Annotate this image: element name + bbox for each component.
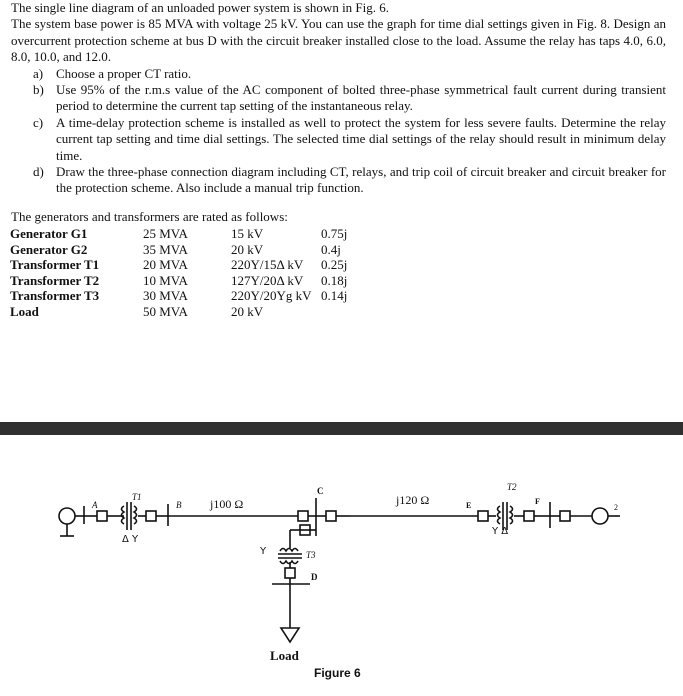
equipment-name: Transformer T1 [10,257,100,272]
load-arrow [281,628,299,642]
label-line2-impedance: j120 Ω [396,493,430,507]
generator-g1-symbol [59,508,75,524]
equipment-kv: 220Y/20Yg kV [231,288,312,303]
part-d [11,164,666,197]
breaker-a [97,511,107,521]
intro-paragraph: The system base power is 85 MVA with voltage 25 kV. You can use the graph for time dial settings given in Fig. 8. Design an overcurrent protection scheme at bus D with the circuit breaker installed close to the load. Assume the relay has taps 4.0, 6.0, 8.0, 10.0, and 12.0. [11,16,666,65]
ratings-intro: The generators and transformers are rated as follows: [11,209,288,224]
single-line-diagram [0,440,683,696]
part-c-label: c) [33,114,44,130]
breaker-c-left [298,511,308,521]
part-d-text: Draw the three-phase connection diagram including CT, relays, and trip coil of circuit breaker and circuit breaker for the protection scheme. Also include a manual trip function. [56,164,666,196]
part-a-label: a) [33,65,44,81]
equipment-kv: 220Y/15Δ kV [231,257,304,272]
label-c: C [317,486,324,496]
equipment-kv: 20 kV [231,241,264,257]
parts-list [11,66,666,197]
equipment-mva: 25 MVA [143,226,188,241]
equipment-kv: 15 kV [231,226,264,241]
t1-delta-y-mark: Δ Y [122,534,139,545]
label-t2: T2 [507,482,517,492]
equipment-mva: 35 MVA [143,241,188,257]
t2-y-delta-mark: Y Δ [492,526,509,537]
part-c-text: A time-delay protection scheme is installed as well to protect the system for less severe faults. Determine the relay current tap setting and time dial settings. The selected time dial settings of the relay should result in minimum delay time. [56,114,666,163]
scan-divider-band [0,422,683,435]
table-row [10,288,371,304]
breaker-g2 [560,511,570,521]
part-b-text: Use 95% of the r.m.s value of the AC component of bolted three-phase symmetrical fault current during transient period to determine the current tap setting of the instantaneous relay. [56,82,666,114]
t3-y-mark: Y [260,546,267,557]
part-c [11,115,666,164]
equipment-reactance [321,304,371,320]
equipment-kv: 20 kV [231,303,264,319]
label-a: A [92,500,98,510]
ratings-table [10,226,371,319]
equipment-mva: 20 MVA [143,257,188,272]
equipment-mva: 30 MVA [143,288,188,303]
breaker-f [524,511,534,521]
label-t3: T3 [306,550,316,560]
equipment-name: Generator G2 [10,241,88,257]
part-a-text: Choose a proper CT ratio. [56,65,192,81]
label-f: F [535,497,540,506]
label-t1: T1 [132,492,142,502]
breaker-b-left [146,511,156,521]
equipment-reactance: 0.4j [321,241,341,257]
equipment-reactance: 0.14j [321,288,348,303]
breaker-d-top [285,568,295,578]
equipment-reactance: 0.75j [321,226,348,241]
table-row [10,226,371,242]
part-b [11,82,666,115]
breaker-c-right [326,511,336,521]
breaker-e [478,511,488,521]
equipment-kv: 127Y/20Δ kV [231,272,304,288]
label-d: D [311,572,318,582]
intro-line-1: The single line diagram of an unloaded power system is shown in Fig. 6. [11,0,390,15]
equipment-name: Load [10,303,39,319]
table-row [10,242,371,258]
equipment-reactance: 0.18j [321,272,348,288]
problem-statement [11,0,666,197]
part-d-label: d) [33,164,44,180]
label-e: E [466,501,472,510]
transformer-t3-symbol [278,549,302,564]
load-label: Load [270,648,299,663]
label-b: B [176,500,182,510]
table-row [10,257,371,273]
equipment-name: Transformer T2 [10,272,100,288]
equipment-name: Generator G1 [10,226,88,241]
equipment-name: Transformer T3 [10,288,100,303]
label-line1-impedance: j100 Ω [210,497,244,511]
label-g2: 2 [614,503,618,512]
equipment-mva: 50 MVA [143,303,188,319]
equipment-mva: 10 MVA [143,272,188,288]
generator-g2-symbol [592,508,608,524]
table-row [10,304,371,320]
equipment-reactance: 0.25j [321,257,348,272]
table-row [10,273,371,289]
part-b-label: b) [33,82,44,98]
figure-caption: Figure 6 [314,666,361,680]
part-a [11,66,666,82]
